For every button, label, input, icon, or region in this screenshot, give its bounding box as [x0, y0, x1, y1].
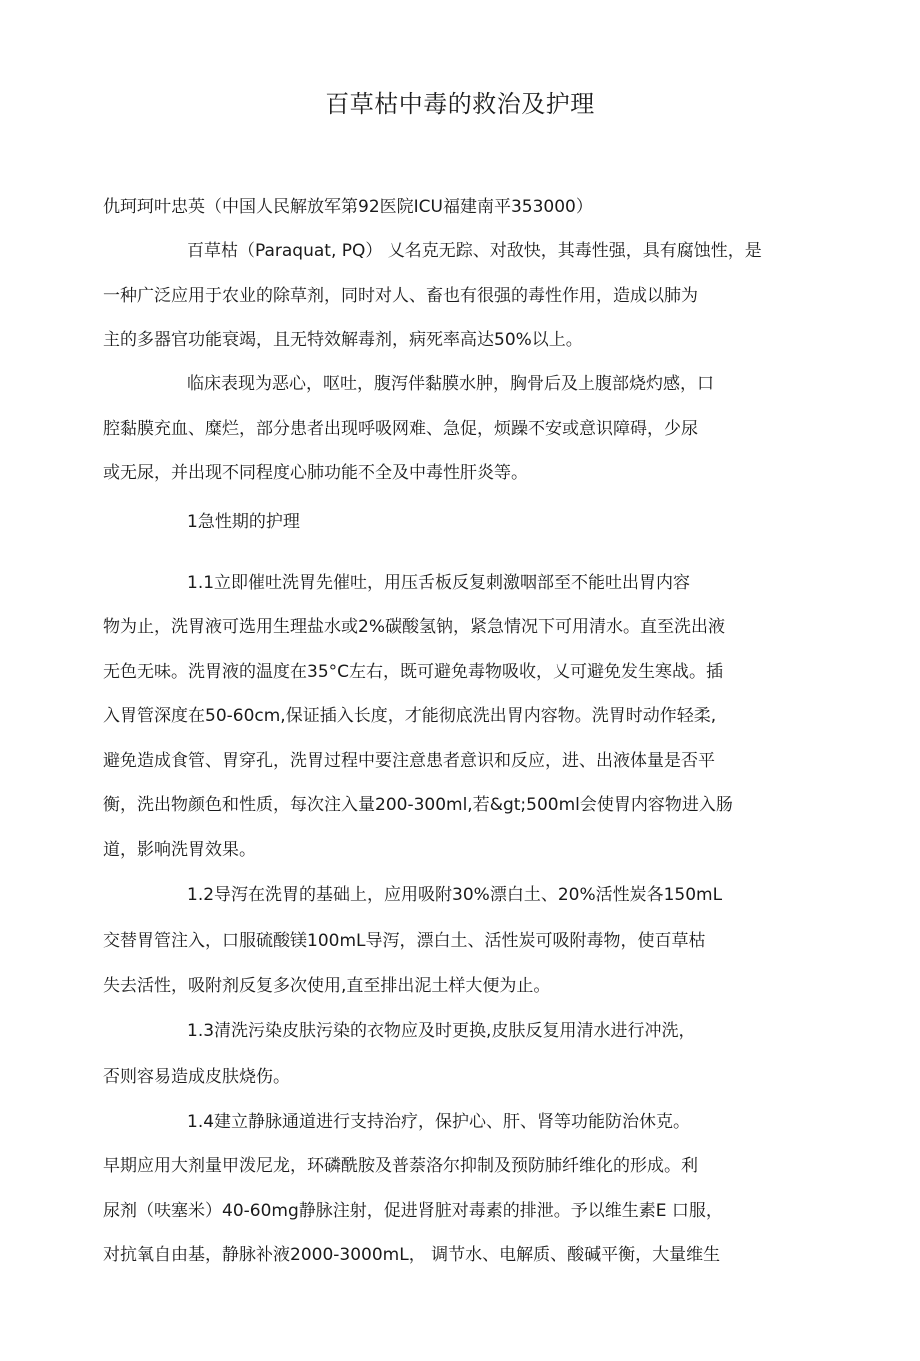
paragraph-line: 尿剂（呋塞米）40-60mg静脉注射，促进肾脏对毒素的排泄。予以维生素E 口服，	[103, 1201, 723, 1221]
paragraph-line: 腔黏膜充血、糜烂，部分患者出现呼吸网难、急促，烦躁不安或意识障碍，少尿	[103, 419, 698, 439]
author-line: 仇珂珂叶忠英（中国人民解放军第92医院ICU福建南平353000）	[103, 197, 593, 217]
paragraph-line: 百草枯（Paraquat, PQ） 乂名克无踪、对敌快，其毒性强，具有腐蚀性，是	[187, 241, 762, 261]
paragraph-line: 否则容易造成皮肤烧伤。	[103, 1067, 290, 1087]
paragraph-line: 1.2导泻在洗胃的基础上，应用吸附30%漂白土、20%活性炭各150mL	[187, 885, 723, 905]
paragraph-line: 交替胃管注入，口服硫酸镁100mL导泻，漂白土、活性炭可吸附毒物，使百草枯	[103, 931, 706, 951]
paragraph-line: 对抗氧自由基，静脉补液2000-3000mL， 调节水、电解质、酸碱平衡，大量维生	[103, 1245, 721, 1265]
paragraph-line: 一种广泛应用于农业的除草剂，同时对人、畜也有很强的毒性作用，造成以肺为	[103, 286, 698, 306]
paragraph-line: 1.3清洗污染皮肤污染的衣物应及时更换,皮肤反复用清水进行冲洗，	[187, 1021, 696, 1041]
paragraph-line: 主的多器官功能衰竭，且无特效解毒剂，病死率高达50%以上。	[103, 330, 583, 350]
document-title: 百草枯中毒的救治及护理	[325, 90, 595, 118]
paragraph-line: 衡，洗出物颜色和性质，每次注入量200-300ml,若&gt;500ml会使胃内容物进入肠	[103, 795, 733, 815]
paragraph-line: 道，影响洗胃效果。	[103, 840, 256, 860]
paragraph-line: 1.4建立静脉通道进行支持治疗，保护心、肝、肾等功能防治休克。	[187, 1112, 691, 1132]
paragraph-line: 早期应用大剂量甲泼尼龙，环磷酰胺及普萘洛尔抑制及预防肺纤维化的形成。利	[103, 1156, 698, 1176]
paragraph-line: 或无尿，并出现不同程度心肺功能不全及中毒性肝炎等。	[103, 463, 528, 483]
paragraph-line: 失去活性，吸附剂反复多次使用,直至排出泥土样大便为止。	[103, 976, 551, 996]
paragraph-line: 入胃管深度在50-60cm,保证插入长度，才能彻底洗出胃内容物。洗胃时动作轻柔,	[103, 706, 717, 726]
paragraph-line: 物为止，洗胃液可选用生理盐水或2%碳酸氢钠，紧急情况下可用清水。直至洗出液	[103, 617, 725, 637]
paragraph-line: 临床表现为恶心，呕吐，腹泻伴黏膜水肿，胸骨后及上腹部烧灼感，口	[187, 374, 714, 394]
paragraph-line: 无色无味。洗胃液的温度在35°C左右，既可避免毒物吸收，乂可避免发生寒战。插	[103, 662, 724, 682]
paragraph-line: 避免造成食管、胃穿孔，洗胃过程中要注意患者意识和反应，进、出液体量是否平	[103, 751, 715, 771]
section-heading: 1急性期的护理	[187, 512, 300, 532]
paragraph-line: 1.1立即催吐洗胃先催吐，用压舌板反复刺激咽部至不能吐出胃内容	[187, 573, 691, 593]
